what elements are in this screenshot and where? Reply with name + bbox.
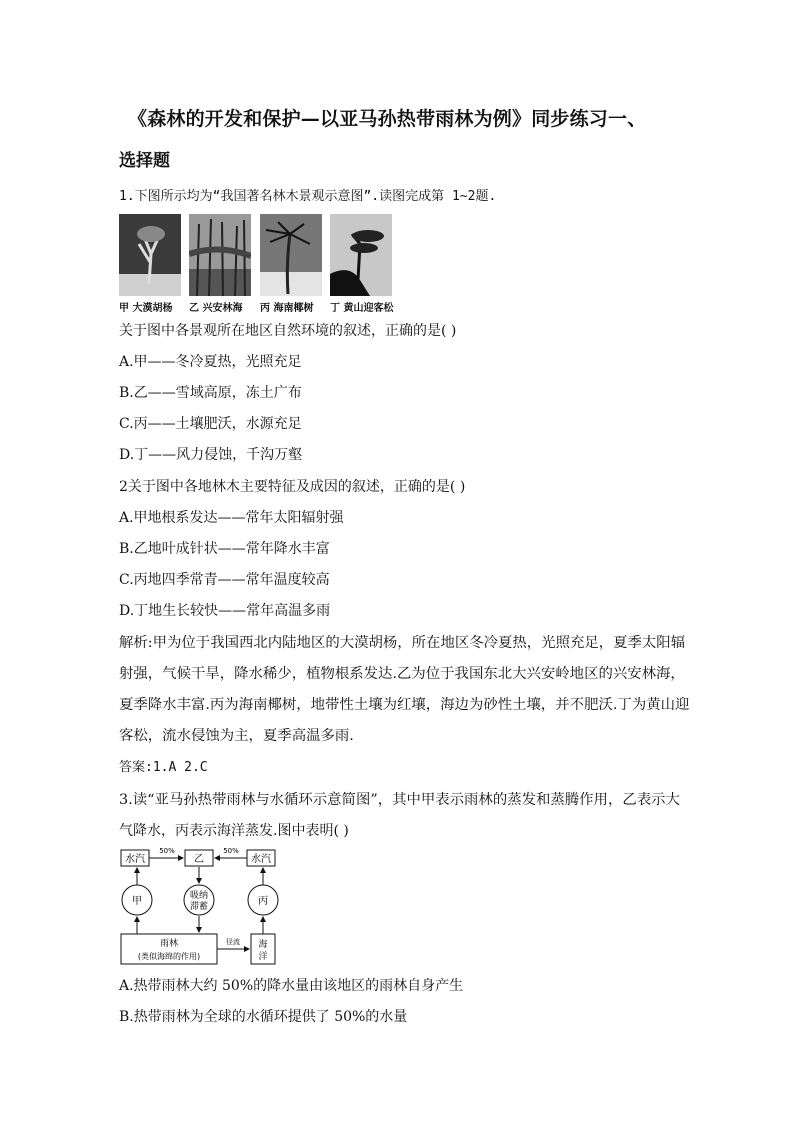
pct-left-label: 50% <box>159 847 175 855</box>
question-3-stem-line-1: 3.读“亚马孙热带雨林与水循环示意简图”，其中甲表示雨林的蒸发和蒸腾作用，乙表示大 <box>119 792 680 808</box>
q1-option-a: A.甲——冬冷夏热，光照充足 <box>119 354 302 370</box>
absorb-label-1: 吸纳 <box>189 891 209 901</box>
q3-option-b: B.热带雨林为全球的水循环提供了 50%的水量 <box>119 1009 408 1025</box>
photo-hainan-coconut <box>260 214 322 296</box>
q2-option-d: D.丁地生长较快——常年高温多雨 <box>119 603 331 619</box>
q2-option-b: B.乙地叶成针状——常年降水丰富 <box>119 541 330 557</box>
ocean-label-1: 海 <box>258 940 268 950</box>
forest-label-2: (类似海绵的作用) <box>137 952 201 961</box>
q2-option-a: A.甲地根系发达——常年太阳辐射强 <box>119 510 344 526</box>
q2-option-c: C.丙地四季常青——常年温度较高 <box>119 572 330 588</box>
page-title: 《森林的开发和保护—以亚马孙热带雨林为例》同步练习一、 <box>128 108 647 130</box>
analysis-line-3: 夏季降水丰富.丙为海南椰树，地带性土壤为红壤，海边为砂性土壤，并不肥沃.丁为黄山迎 <box>119 697 690 713</box>
caption-ding: 丁 黄山迎客松 <box>330 303 394 314</box>
question-2-stem: 2关于图中各地林木主要特征及成因的叙述，正确的是( ) <box>119 479 466 495</box>
caption-jia: 甲 大漠胡杨 <box>119 303 173 314</box>
yi-label: 乙 <box>194 854 204 865</box>
question-1-sub-stem: 关于图中各景观所在地区自然环境的叙述，正确的是( ) <box>119 323 457 339</box>
vapor-right-label: 水汽 <box>251 854 271 865</box>
water-cycle-diagram <box>119 844 281 968</box>
analysis-line-1: 解析:甲为位于我国西北内陆地区的大漠胡杨，所在地区冬冷夏热，光照充足，夏季太阳辐 <box>119 635 686 651</box>
pct-right-label: 50% <box>223 847 239 855</box>
caption-yi: 乙 兴安林海 <box>189 303 243 314</box>
question-1-stem: 1.下图所示均为“我国著名林木景观示意图”.读图完成第 1~2题. <box>119 189 497 204</box>
jia-label: 甲 <box>132 896 142 907</box>
ocean-label-2: 洋 <box>258 952 268 962</box>
q1-option-d: D.丁——风力侵蚀，千沟万壑 <box>119 447 303 463</box>
q1-option-b: B.乙——雪域高原，冻土广布 <box>119 385 302 401</box>
runoff-label: 径流 <box>226 938 240 946</box>
vapor-left-label: 水汽 <box>125 854 145 865</box>
question-3-stem-line-2: 气降水，丙表示海洋蒸发.图中表明( ) <box>119 823 349 839</box>
analysis-line-2: 射强，气候干旱，降水稀少，植物根系发达.乙为位于我国东北大兴安岭地区的兴安林海， <box>119 666 685 682</box>
q1-option-c: C.丙——土壤肥沃，水源充足 <box>119 416 302 432</box>
absorb-label-2: 滞蓄 <box>189 902 209 912</box>
forest-label-1: 雨林 <box>159 939 179 949</box>
caption-bing: 丙 海南椰树 <box>260 303 314 314</box>
analysis-line-4: 客松，流水侵蚀为主，夏季高温多雨. <box>119 728 354 744</box>
q3-option-a: A.热带雨林大约 50%的降水量由该地区的雨林自身产生 <box>119 978 464 994</box>
photo-xingan-forest <box>189 214 251 296</box>
section-heading: 选择题 <box>119 151 170 171</box>
bing-label: 丙 <box>258 896 268 907</box>
answer: 答案:1.A 2.C <box>119 760 208 775</box>
photo-huangshan-pine <box>330 214 392 296</box>
photo-desert-poplar <box>119 214 181 296</box>
